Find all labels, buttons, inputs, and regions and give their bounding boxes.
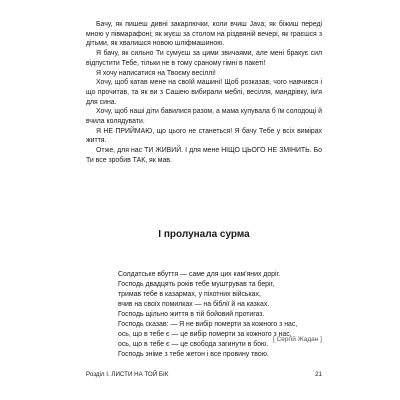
prose-paragraph: Хочу, щоб наші діти бавилися разом, а мама купувала б їм солодощі й вчила колядувати. bbox=[86, 108, 322, 126]
prose-paragraph: Бачу, як пишеш дивні закарлючки, коли вчиш Java; як біжиш переді мною у півмарафоні; як жуєш за столом на різдвяній вечері, як граєшся з дітьми, як хвалишся новою шліфмашиною. bbox=[86, 21, 322, 48]
section-title: І пролунала сурма bbox=[158, 229, 250, 240]
poem-line: вчив на своїх помилках — на біблії й на казках. bbox=[118, 301, 270, 308]
poem-line: Солдатське вбуття — саме для цих кам'яних доріг. bbox=[118, 271, 281, 278]
poem-line: Господь щільно життя в тій бойовий протигаз. bbox=[118, 311, 265, 318]
poem-author: [ Сергій Жадан ] bbox=[272, 336, 322, 343]
prose-paragraph: Я хочу написатися на Твоєму весіллі! bbox=[96, 69, 216, 77]
prose-paragraph: Отже, для нас ТИ ЖИВИЙ. І для мене НІЩО ЦЬОГО НЕ ЗМІНИТЬ. Бо Ти все зробив ТАК, як мав. bbox=[86, 147, 322, 164]
poem-line: ось, що в тебе є — це вибір померти за кожного з нас, bbox=[118, 331, 292, 338]
running-footer-section: Розділ І. ЛИСТИ НА ТОЙ БІК bbox=[86, 371, 169, 378]
poem-line: тримав тебе в казармах, у піхотних військах, bbox=[118, 291, 261, 298]
poem-line: Господь зніме з тебе жетон і все провину твою. bbox=[118, 351, 269, 358]
poem-line: Господь сказав: — Я не вибір померти за кожного з нас, bbox=[118, 321, 298, 328]
page-number: 21 bbox=[315, 371, 322, 378]
poem-line: Господь двадцять років тебе муштрував та беріг, bbox=[118, 281, 275, 288]
prose-body bbox=[86, 20, 322, 166]
poem bbox=[118, 270, 318, 360]
prose-paragraph: Хочу, щоб катав мене на своїй машині! Щоб розказав, чого навчився і що прочитав, та як ви з Сашею вибирали меблі, весілля, мандрівку, ім'я для сина. bbox=[86, 79, 322, 106]
prose-paragraph: Я НЕ ПРИЙМАЮ, що цього не станеться! Я бачу Тебе у всіх вимірах життя. bbox=[86, 127, 322, 145]
prose-paragraph: Я бачу, як сильно Ти сумуєш за цими звичаями, але мені бракує сил відпустити Тебе, тільки не в тому сраному гімні в пакеті! bbox=[86, 50, 322, 67]
poem-line: ось, що в тебе є — це свобода загинути в бою. bbox=[118, 341, 269, 348]
